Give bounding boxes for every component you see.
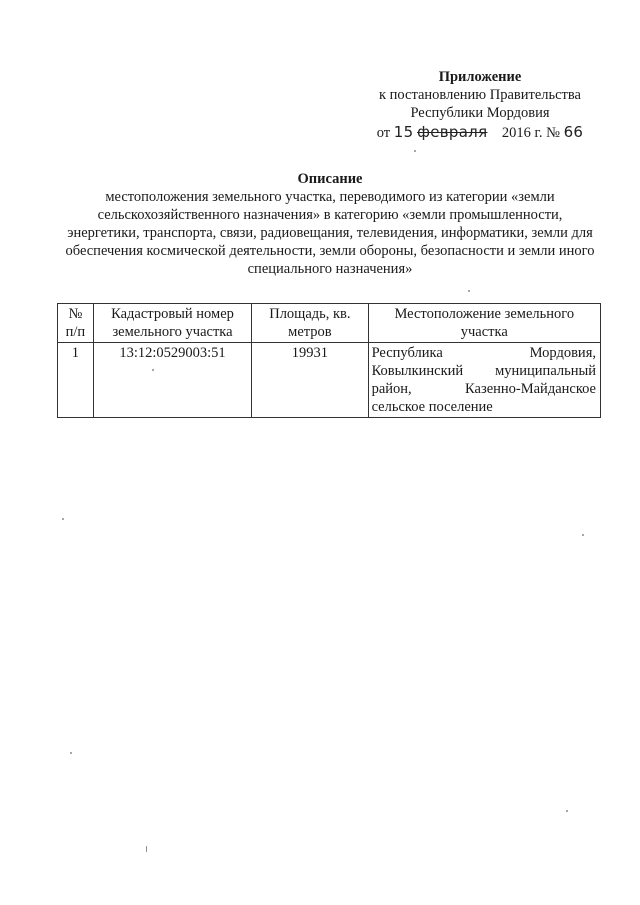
date-year: 2016 г. № [501,125,560,141]
header-number: № п/п [58,304,94,343]
scan-speck [70,752,72,754]
scan-speck [62,518,64,520]
appendix-line-2: Республики Мордовия [410,105,550,121]
description-body: местоположения земельного участка, переводимого из категории «земли сельскохозяйственного назначения» в категорию «земли промышленности, энергетики, транспорта, связи, радиовещания, телевидения, информатики, земли для обеспечения космической деятельности, земли обороны, безопасности и земли иного специального назначения» [65,189,595,277]
parcels-table-wrap [57,303,601,418]
header-cadastral: Кадастровый номер земельного участка [93,304,251,343]
description-title: Описание [297,171,363,187]
document-number: 66 [563,123,584,141]
appendix-line-1: к постановлению Правительства [379,87,581,103]
date-month: февраля [417,123,488,141]
description-block [60,170,600,278]
appendix-date-line [360,123,600,142]
appendix-title: Приложение [438,69,522,85]
scan-speck [146,846,147,852]
table-header-row [58,304,601,343]
cell-number: 1 [58,343,94,418]
appendix-header [360,68,600,142]
scan-speck [468,290,470,292]
table-row [58,343,601,418]
cell-location: Республика Мордовия, Ковылкинский муниципальный район, Казенно-Майданское сельское поселение [368,343,600,418]
cell-cadastral: 13:12:0529003:51 [93,343,251,418]
scan-speck [566,810,568,812]
date-day: 15 [393,123,414,141]
scan-speck [582,534,584,536]
header-location: Местоположение земельного участка [368,304,600,343]
date-prefix: от [376,125,391,141]
cell-area: 19931 [252,343,368,418]
parcels-table [57,303,601,418]
scan-speck [152,369,154,371]
scan-speck [414,150,416,152]
header-area: Площадь, кв. метров [252,304,368,343]
